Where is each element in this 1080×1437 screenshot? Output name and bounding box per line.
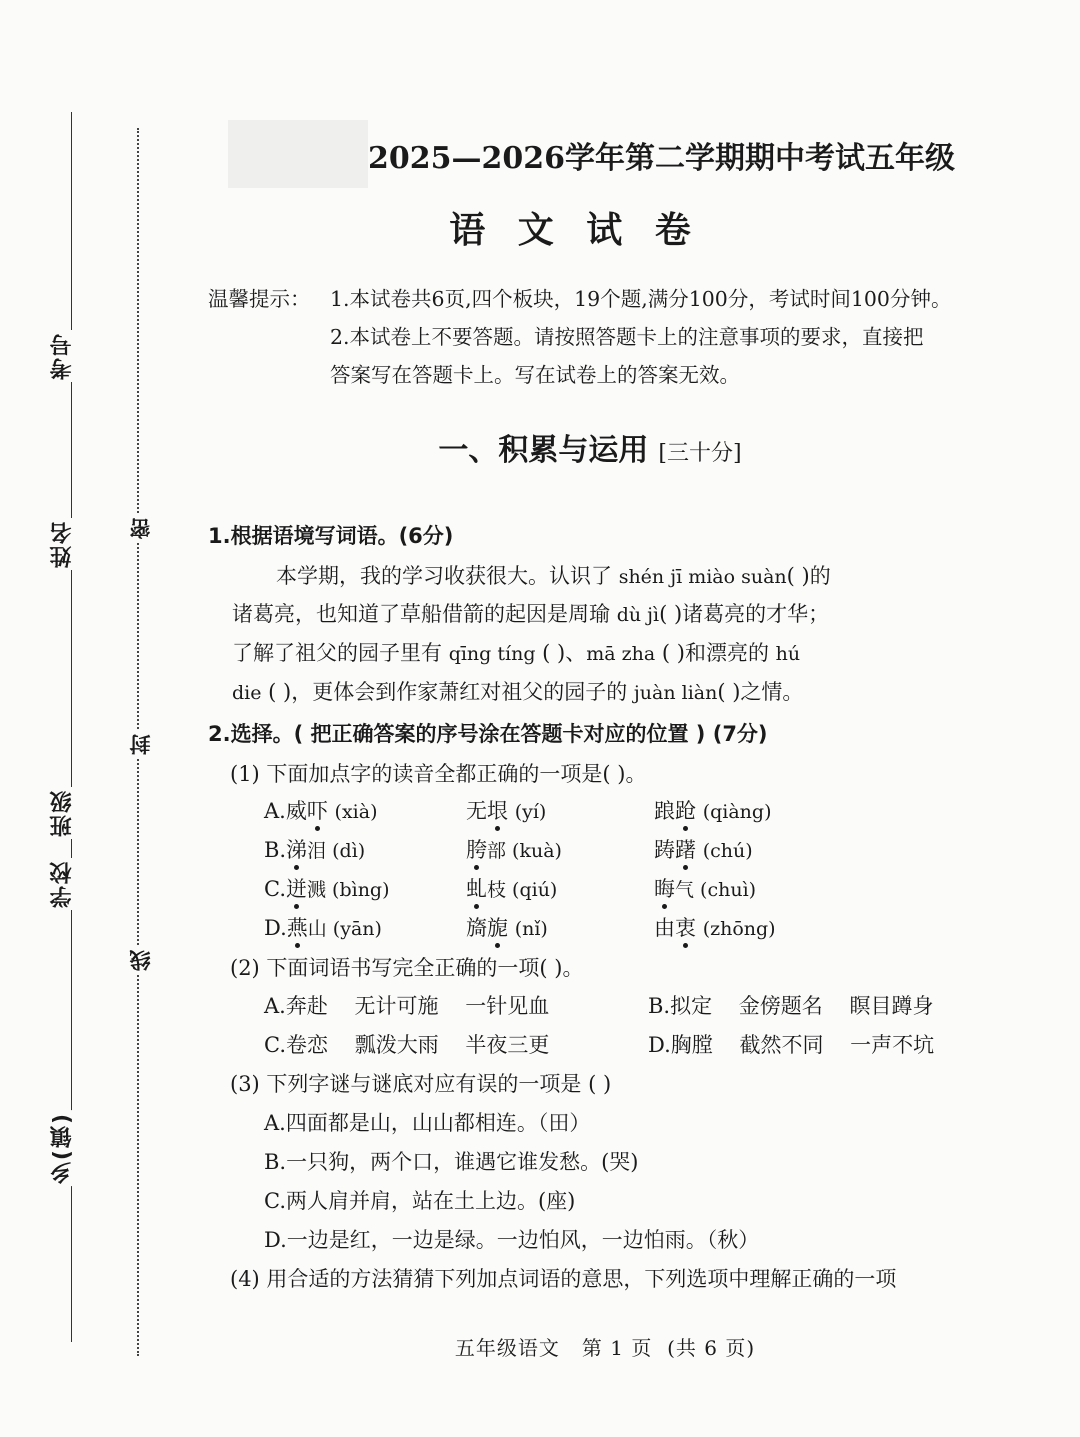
subject-title: 语 文 试 卷 xyxy=(449,209,701,251)
q2-1-option-d-3: 由衷 (zhōng) xyxy=(654,912,776,942)
question-2-1-prompt: (1) 下面加点字的读音全都正确的一项是( )。 xyxy=(230,762,647,786)
question-2-3-prompt: (3) 下列字谜与谜底对应有误的一项是 ( ) xyxy=(230,1072,612,1096)
notice-item-1: 1.本试卷共6页,四个板块，19个题,满分100分，考试时间100分钟。 xyxy=(330,287,952,311)
q2-3-option-c: C.两人肩并肩，站在土上边。(座) xyxy=(264,1189,576,1213)
question-1-line-1: 本学期，我的学习收获很大。认识了 shén jī miào suàn( )的 xyxy=(276,564,831,588)
notice-item-2: 2.本试卷上不要答题。请按照答题卡上的注意事项的要求，直接把 xyxy=(330,325,924,349)
q2-2-option-c: C.卷恋 瓢泼大雨 半夜三更 xyxy=(264,1033,550,1057)
sidebar-label-school: 学校 xyxy=(47,858,78,910)
question-2-4-prompt: (4) 用合适的方法猜猜下列加点词语的意思，下列选项中理解正确的一项 xyxy=(230,1267,897,1291)
q2-1-option-c-3: 晦气 (chuì) xyxy=(654,873,756,903)
q2-1-option-a-1: A.威吓 (xià) xyxy=(264,795,377,825)
q2-1-option-d-2: 旖旎 (nǐ) xyxy=(466,912,548,942)
page-footer: 五年级语文 第 1 页 (共 6 页) xyxy=(454,1336,756,1360)
notice-label: 温馨提示： xyxy=(208,287,311,311)
q2-3-option-d: D.一边是红，一边是绿。一边怕风，一边怕雨。（秋） xyxy=(264,1228,760,1252)
notice-item-3: 答案写在答题卡上。写在试卷上的答案无效。 xyxy=(330,363,740,387)
question-1-line-3: 了解了祖父的园子里有 qīng tíng ( )、mā zha ( )和漂亮的 hú xyxy=(232,641,801,665)
sidebar-label-class: 班级 xyxy=(47,787,78,839)
sidebar-label-exam-number: 考号 xyxy=(47,330,78,382)
sidebar-label-name: 姓名 xyxy=(47,518,78,570)
q2-1-option-b-3: 踌躇 (chú) xyxy=(654,834,753,864)
sidebar-label-township: 乡(镇) xyxy=(47,1110,78,1186)
question-2-heading: 2.选择。( 把正确答案的序号涂在答题卡对应的位置 ) (7分) xyxy=(208,722,768,746)
q2-1-option-b-1: B.涕泪 (dì) xyxy=(264,834,365,864)
q2-1-option-a-3: 踉跄 (qiàng) xyxy=(654,795,771,825)
q2-2-option-b: B.拟定 金傍题名 瞑目蹲身 xyxy=(648,994,934,1018)
q2-1-option-d-1: D.燕山 (yān) xyxy=(264,912,382,942)
section-heading: 一、积累与运用 [三十分] xyxy=(438,433,742,468)
seal-word-feng: 封 xyxy=(126,730,156,759)
seal-word-mi: 密 xyxy=(126,514,156,543)
q2-1-option-c-1: C.迸溅 (bìng) xyxy=(264,873,390,903)
q2-1-option-a-2: 无垠 (yí) xyxy=(466,795,546,825)
exam-title: 2025—2026学年第二学期期中考试五年级 xyxy=(368,141,955,176)
question-1-heading: 1.根据语境写词语。(6分) xyxy=(208,524,454,548)
q2-3-option-a: A.四面都是山，山山都相连。（田） xyxy=(264,1111,591,1135)
question-1-line-4: die ( )，更体会到作家萧红对祖父的园子的 juàn liàn( )之情。 xyxy=(232,680,804,704)
q2-2-option-a: A.奔赴 无计可施 一针见血 xyxy=(264,994,550,1018)
q2-2-option-d: D.胸膛 截然不同 一声不坑 xyxy=(648,1033,935,1057)
q2-1-option-b-2: 胯部 (kuà) xyxy=(466,834,562,864)
q2-3-option-b: B.一只狗，两个口，谁遇它谁发愁。(哭) xyxy=(264,1150,639,1174)
q2-1-option-c-2: 虬枝 (qiú) xyxy=(466,873,557,903)
question-1-line-2: 诸葛亮，也知道了草船借箭的起因是周瑜 dù jì( )诸葛亮的才华； xyxy=(232,602,830,626)
question-2-2-prompt: (2) 下面词语书写完全正确的一项( )。 xyxy=(230,956,584,980)
seal-word-xian: 线 xyxy=(126,946,156,975)
